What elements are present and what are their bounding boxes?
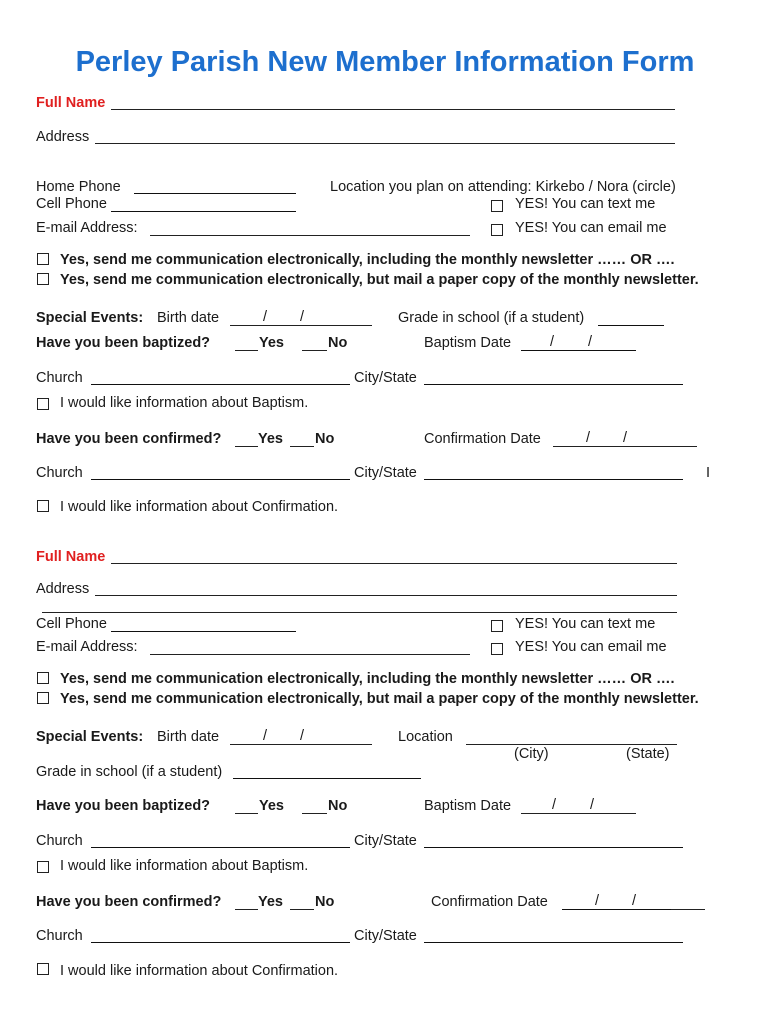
grade-field[interactable] [233,778,421,779]
baptism-info-checkbox[interactable] [37,861,49,873]
email-me-label: YES! You can email me [515,220,667,236]
baptized-no-label: No [328,798,348,814]
city-state-field[interactable] [424,479,683,480]
confirmed-yes-label: Yes [258,894,283,910]
church-label: Church [36,928,83,944]
confirmed-question: Have you been confirmed? [36,431,222,447]
address-field[interactable] [95,143,675,144]
page-title: Perley Parish New Member Information Form [75,46,695,78]
text-me-checkbox[interactable] [491,620,503,632]
comm-electronic-label: Yes, send me communication electronically, including the monthly newsletter …… OR …. [60,671,675,687]
email-field[interactable] [150,654,470,655]
state-caption: (State) [626,746,670,762]
city-state-label: City/State [354,465,417,481]
cell-phone-field[interactable] [111,631,296,632]
church-field[interactable] [91,942,350,943]
baptism-date-label: Baptism Date [424,335,512,351]
baptized-yes-label: Yes [259,335,284,351]
slash: / [263,728,268,744]
slash: / [263,309,268,325]
city-state-label: City/State [354,928,417,944]
baptism-date-field[interactable] [521,813,636,814]
confirmation-date-label: Confirmation Date [431,894,548,910]
confirmed-no-field[interactable] [290,446,314,447]
grade-label: Grade in school (if a student) [398,310,585,326]
baptism-info-checkbox[interactable] [37,398,49,410]
comm-electronic-checkbox[interactable] [37,253,49,265]
birth-date-label: Birth date [157,729,220,745]
comm-paper-label: Yes, send me communication electronically, but mail a paper copy of the monthly newsletter. [60,691,699,707]
baptized-yes-label: Yes [259,798,284,814]
slash: / [300,728,305,744]
email-me-checkbox[interactable] [491,643,503,655]
baptized-yes-field[interactable] [235,350,258,351]
cell-phone-label: Cell Phone [36,616,107,632]
text-me-checkbox[interactable] [491,200,503,212]
church-field[interactable] [91,847,350,848]
city-state-label: City/State [354,833,417,849]
email-label: E-mail Address: [36,220,138,236]
confirmed-no-label: No [315,894,335,910]
cell-phone-label: Cell Phone [36,196,107,212]
city-state-label: City/State [354,370,417,386]
confirmation-date-field-underline [562,909,671,910]
text-me-label: YES! You can text me [515,196,656,212]
confirmed-no-field[interactable] [290,909,314,910]
confirmed-yes-label: Yes [258,431,283,447]
baptized-no-field[interactable] [302,350,327,351]
baptized-no-field[interactable] [302,813,327,814]
address-field-line-2[interactable] [42,612,677,613]
slash: / [590,797,595,813]
church-label: Church [36,465,83,481]
grade-field[interactable] [598,325,664,326]
address-field[interactable] [95,595,677,596]
confirmation-info-checkbox[interactable] [37,500,49,512]
comm-electronic-label: Yes, send me communication electronically, including the monthly newsletter …… OR …. [60,252,675,268]
location-field[interactable] [466,744,677,745]
baptism-date-field[interactable] [521,350,636,351]
home-phone-label: Home Phone [36,179,121,195]
slash: / [588,334,593,350]
church-label: Church [36,370,83,386]
email-label: E-mail Address: [36,639,138,655]
baptism-info-label: I would like information about Baptism. [60,395,309,411]
comm-paper-label: Yes, send me communication electronically, but mail a paper copy of the monthly newsletter. [60,272,699,288]
slash: / [595,893,600,909]
baptized-no-label: No [328,335,348,351]
baptism-date-label: Baptism Date [424,798,512,814]
grade-label: Grade in school (if a student) [36,764,223,780]
baptized-question: Have you been baptized? [36,798,211,814]
slash: / [586,430,591,446]
confirmation-info-label: I would like information about Confirmation. [60,499,339,515]
birth-date-label: Birth date [157,310,220,326]
slash: / [552,797,557,813]
full-name-label: Full Name [36,95,106,111]
email-me-label: YES! You can email me [515,639,667,655]
location-label: Location you plan on attending: Kirkebo / Nora (circle) [330,179,676,195]
address-label: Address [36,129,90,145]
baptized-yes-field[interactable] [235,813,258,814]
slash: / [300,309,305,325]
location-label: Location [398,729,453,745]
cell-phone-field[interactable] [111,211,296,212]
city-state-field[interactable] [424,847,683,848]
email-field[interactable] [150,235,470,236]
confirmation-info-checkbox[interactable] [37,963,49,975]
full-name-label: Full Name [36,549,106,565]
church-field[interactable] [91,384,350,385]
church-label: Church [36,833,83,849]
baptized-question: Have you been baptized? [36,335,211,351]
full-name-field[interactable] [111,109,675,110]
church-field[interactable] [91,479,350,480]
confirmed-no-label: No [315,431,335,447]
confirmation-info-label: I would like information about Confirmation. [60,963,339,979]
stray-mark: I [706,465,711,481]
comm-paper-checkbox[interactable] [37,273,49,285]
text-me-label: YES! You can text me [515,616,656,632]
city-state-field[interactable] [424,384,683,385]
special-events-label: Special Events: [36,729,144,745]
confirmed-yes-field[interactable] [235,446,258,447]
baptism-info-label: I would like information about Baptism. [60,858,309,874]
city-state-field[interactable] [424,942,683,943]
slash: / [623,430,628,446]
special-events-label: Special Events: [36,310,144,326]
slash: / [632,893,637,909]
confirmation-date-label: Confirmation Date [424,431,541,447]
full-name-field[interactable] [111,563,677,564]
slash: / [550,334,555,350]
confirmed-yes-field[interactable] [235,909,258,910]
comm-electronic-checkbox[interactable] [37,672,49,684]
comm-paper-checkbox[interactable] [37,692,49,704]
address-label: Address [36,581,90,597]
confirmed-question: Have you been confirmed? [36,894,222,910]
email-me-checkbox[interactable] [491,224,503,236]
city-caption: (City) [514,746,549,762]
home-phone-field[interactable] [134,193,296,194]
